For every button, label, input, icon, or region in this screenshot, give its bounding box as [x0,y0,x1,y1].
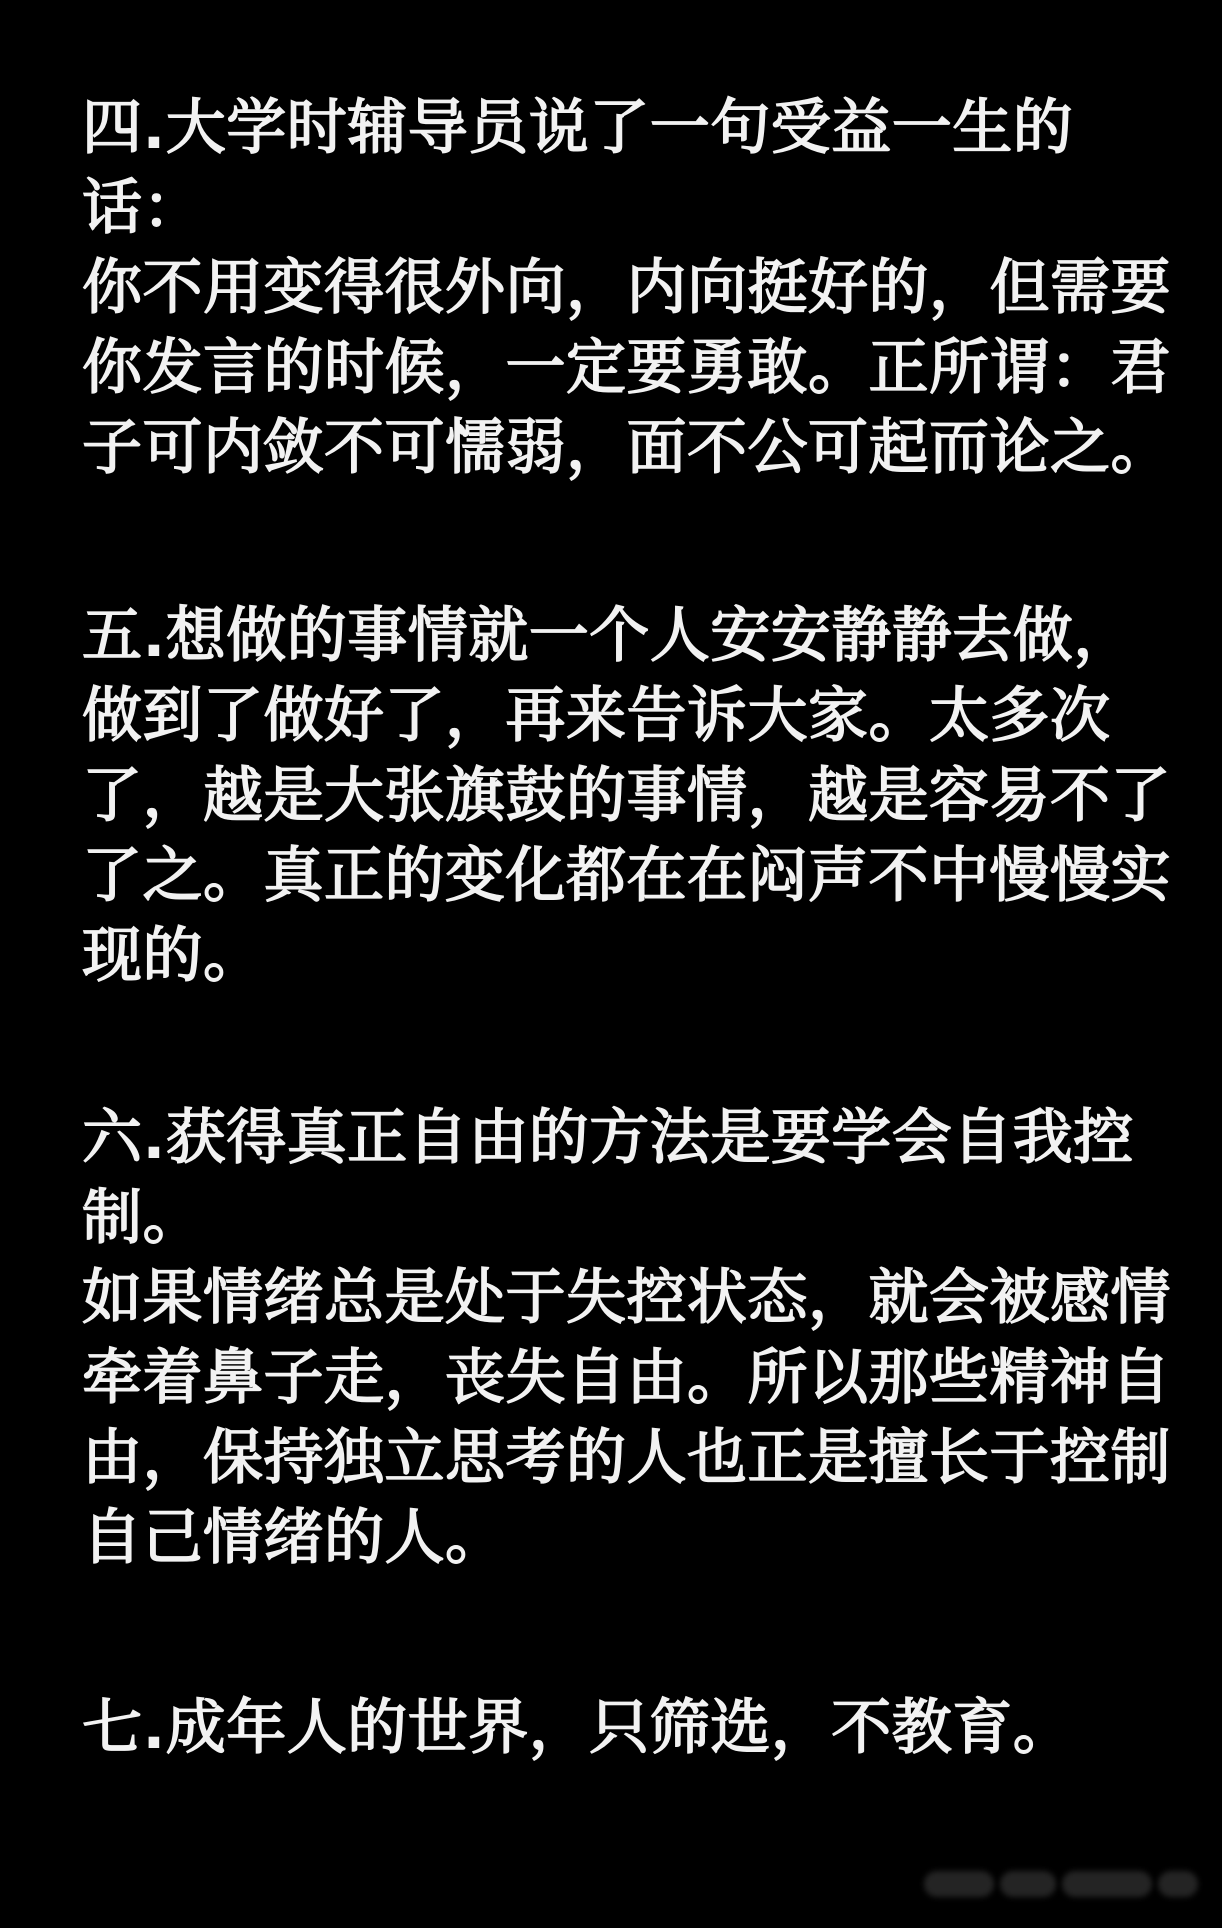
section-four-heading-line-2: 话： [82,173,203,243]
section-six [82,1098,1171,1578]
section-seven [82,1688,1073,1768]
blurred-watermark [898,1862,1198,1906]
section-five-body-line-2: 了，越是大张旗鼓的事情，越是容易不了 [82,761,1171,831]
section-five-body-line-1: 做到了做好了，再来告诉大家。太多次 [82,681,1111,751]
section-four [82,88,1171,488]
watermark-blur-3 [1062,1871,1152,1897]
watermark-blur-4 [1158,1871,1198,1897]
section-five [82,596,1171,996]
section-six-body-line-1: 如果情绪总是处于失控状态，就会被感情 [82,1263,1171,1333]
section-five-body-line-3: 了之。真正的变化都在在闷声不中慢慢实 [82,841,1171,911]
watermark-blur-1 [924,1871,994,1897]
section-four-body-line-2: 你发言的时候，一定要勇敢。正所谓：君 [82,333,1171,403]
section-six-body-line-4: 自己情绪的人。 [82,1503,506,1573]
section-six-body-line-2: 牵着鼻子走，丧失自由。所以那些精神自 [82,1343,1171,1413]
section-seven-heading-line-1: 七.成年人的世界，只筛选，不教育。 [82,1693,1074,1763]
section-four-heading-line-1: 四.大学时辅导员说了一句受益一生的 [82,93,1074,163]
section-six-heading-line-2: 制。 [82,1183,203,1253]
section-four-body-line-1: 你不用变得很外向，内向挺好的，但需要 [82,253,1171,323]
section-four-body-line-3: 子可内敛不可懦弱，面不公可起而论之。 [82,413,1171,483]
section-five-heading-line-1: 五.想做的事情就一个人安安静静去做， [82,601,1134,671]
section-six-heading-line-1: 六.获得真正自由的方法是要学会自我控 [82,1103,1134,1173]
section-five-body-line-4: 现的。 [82,921,264,991]
section-six-body-line-3: 由，保持独立思考的人也正是擅长于控制 [82,1423,1171,1493]
watermark-blur-2 [1000,1871,1056,1897]
